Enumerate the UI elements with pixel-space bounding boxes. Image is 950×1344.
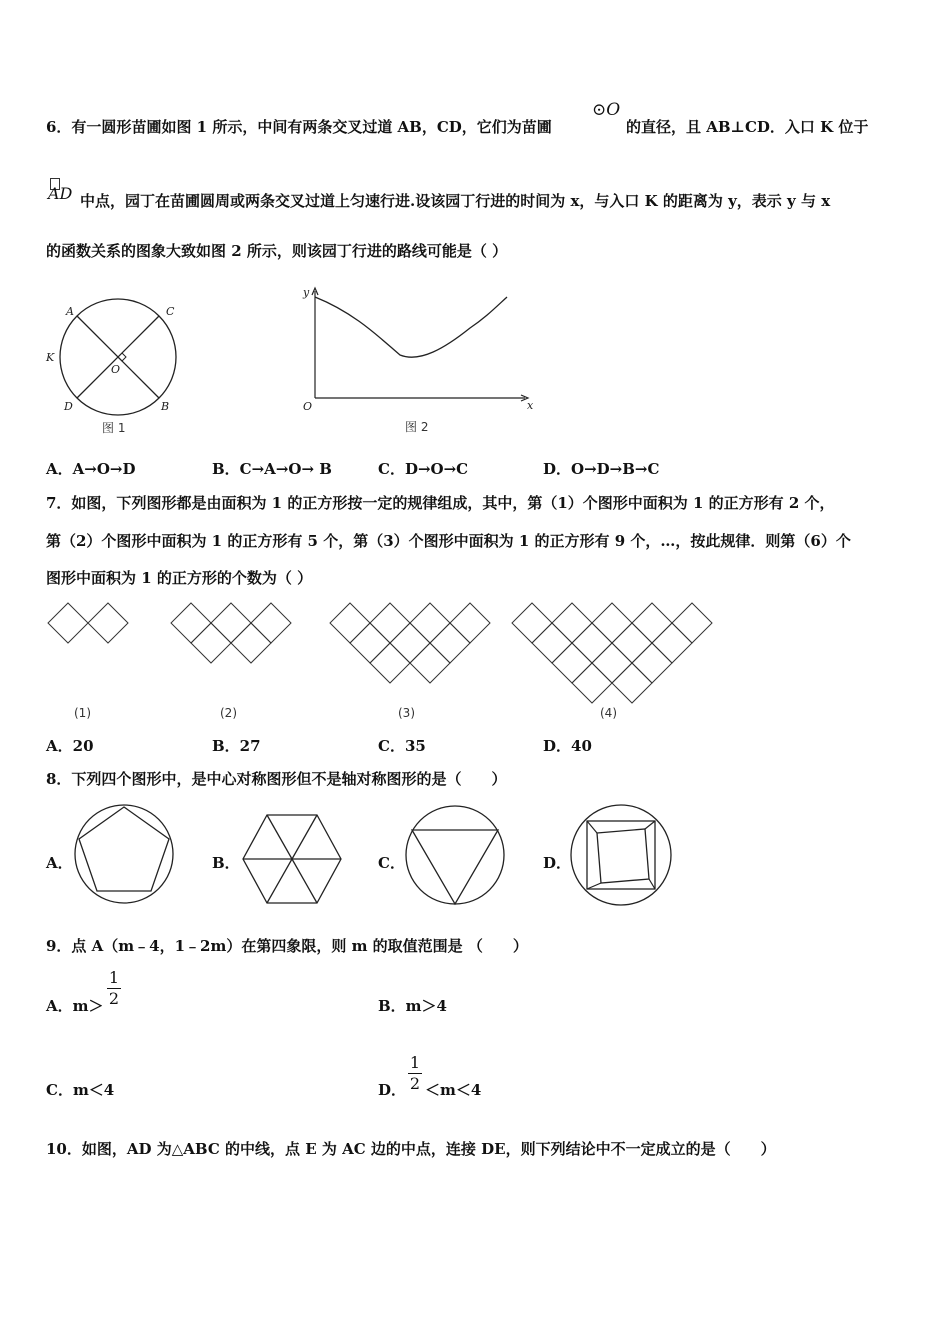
q6-line1-a: 6．有一圆形苗圃如图 1 所示，中间有两条交叉过道 AB，CD，它们为苗圃	[46, 118, 552, 136]
pattern-label-4: (4)	[600, 706, 617, 720]
q8-line1: 8．下列四个图形中，是中心对称图形但不是轴对称图形的是（ ）	[46, 770, 507, 788]
unit-square	[231, 623, 271, 663]
unit-square	[592, 643, 632, 683]
q6-option-a: A．A→O→D	[46, 460, 136, 478]
unit-square	[410, 643, 450, 683]
label-b: B	[161, 400, 170, 413]
unit-square	[251, 603, 291, 643]
unit-square	[191, 623, 231, 663]
q7-line2: 第（2）个图形中面积为 1 的正方形有 5 个，第（3）个图形中面积为 1 的正方形有 9 个，…，按此规律．则第（6）个	[46, 532, 851, 550]
pattern-figure-2	[171, 603, 291, 663]
unit-square	[632, 643, 672, 683]
q6-option-b: B．C→A→O→ B	[212, 460, 332, 478]
q7-option-b: B．27	[212, 737, 261, 755]
pattern-label-1: (1)	[74, 706, 91, 720]
pattern-figure-1	[48, 603, 128, 643]
q9-option-d-fraction	[408, 1053, 422, 1094]
q9-option-a-fraction	[107, 968, 121, 1009]
unit-square	[370, 603, 410, 643]
q7-option-c: C．35	[378, 737, 426, 755]
q9-option-d-suffix: ＜m＜4	[425, 1081, 482, 1099]
q6-line3: 的函数关系的图象大致如图 2 所示，则该园丁行进的路线可能是（ ）	[46, 242, 508, 260]
unit-square	[390, 623, 430, 663]
q7-option-d: D．40	[543, 737, 592, 755]
unit-square	[370, 643, 410, 683]
axis-label-y: y	[303, 286, 310, 299]
q9-option-b: B．m＞4	[378, 997, 447, 1015]
pattern-label-3: (3)	[398, 706, 415, 720]
label-a: A	[66, 305, 74, 318]
q8-option-d-letter: D．	[543, 854, 572, 872]
q6-option-d: D．O→D→B→C	[543, 460, 660, 478]
unit-square	[612, 623, 652, 663]
unit-square	[532, 623, 572, 663]
unit-square	[552, 643, 592, 683]
unit-square	[48, 603, 88, 643]
q6-line1-b: 的直径，且 AB⊥CD．入口 K 位于	[626, 118, 869, 136]
unit-square	[88, 603, 128, 643]
q6-option-c: C．D→O→C	[378, 460, 469, 478]
q8-option-a-letter: A．	[46, 854, 73, 872]
unit-square	[612, 663, 652, 703]
unit-square	[211, 603, 251, 643]
unit-square	[672, 603, 712, 643]
unit-square	[450, 603, 490, 643]
q8-option-c-letter: C．	[378, 854, 405, 872]
q8-figure-b-hexagon	[240, 812, 344, 906]
unit-square	[171, 603, 211, 643]
q6-figure-1	[40, 295, 180, 445]
unit-square	[592, 603, 632, 643]
unit-square	[410, 603, 450, 643]
q8-figure-a-pentagon	[72, 802, 176, 906]
function-curve	[315, 297, 507, 357]
q9-option-a: A．m＞	[46, 997, 104, 1015]
q7-line1: 7．如图，下列图形都是由面积为 1 的正方形按一定的规律组成，其中，第（1）个图形中面积为 1 的正方形有 2 个，	[46, 494, 835, 512]
fraction-numerator: 1	[409, 1053, 421, 1072]
q7-option-a: A．20	[46, 737, 94, 755]
unit-square	[652, 623, 692, 663]
label-c: C	[166, 305, 175, 318]
unit-square	[350, 623, 390, 663]
origin-label: O	[303, 400, 313, 413]
q9-option-d-prefix: D．	[378, 1081, 407, 1099]
pattern-label-2: (2)	[220, 706, 237, 720]
q10-line1: 10．如图，AD 为△ABC 的中线，点 E 为 AC 边的中点，连接 DE，则下列结论中不一定成立的是（ ）	[46, 1140, 776, 1158]
q7-pattern-figures	[40, 595, 760, 725]
fraction-denominator: 2	[409, 1074, 421, 1093]
label-k: K	[46, 351, 55, 364]
fraction-denominator: 2	[108, 989, 120, 1008]
fig1-caption: 图 1	[102, 421, 126, 435]
q6-circle-symbol: ⊙O	[592, 100, 621, 120]
unit-square	[572, 663, 612, 703]
unit-square	[572, 623, 612, 663]
q6-arc-ad: AD	[48, 184, 73, 203]
unit-square	[632, 603, 672, 643]
q8-option-b-letter: B．	[212, 854, 240, 872]
unit-square	[430, 623, 470, 663]
label-o: O	[111, 363, 121, 376]
label-d: D	[64, 400, 73, 413]
q6-line2: 中点，园丁在苗圃圆周或两条交叉过道上匀速行进.设该园丁行进的时间为 x，与入口 K 的距离为 y，表示 y 与 x	[80, 192, 831, 210]
q9-option-c: C．m＜4	[46, 1081, 115, 1099]
fig2-caption: 图 2	[405, 420, 429, 434]
q6-figure-2	[295, 283, 545, 438]
pattern-figure-3	[330, 603, 490, 683]
axis-label-x: x	[527, 399, 534, 412]
q8-figure-d-pinwheel	[569, 803, 673, 907]
fraction-numerator: 1	[108, 968, 120, 987]
q7-line3: 图形中面积为 1 的正方形的个数为（ ）	[46, 569, 313, 587]
unit-square	[330, 603, 370, 643]
right-angle-mark	[118, 353, 126, 361]
pattern-figure-4	[512, 603, 712, 703]
unit-square	[552, 603, 592, 643]
unit-square	[512, 603, 552, 643]
q9-line1: 9．点 A（m﹣4，1﹣2m）在第四象限，则 m 的取值范围是 （ ）	[46, 937, 528, 955]
q8-figure-c-triangle	[403, 803, 507, 907]
